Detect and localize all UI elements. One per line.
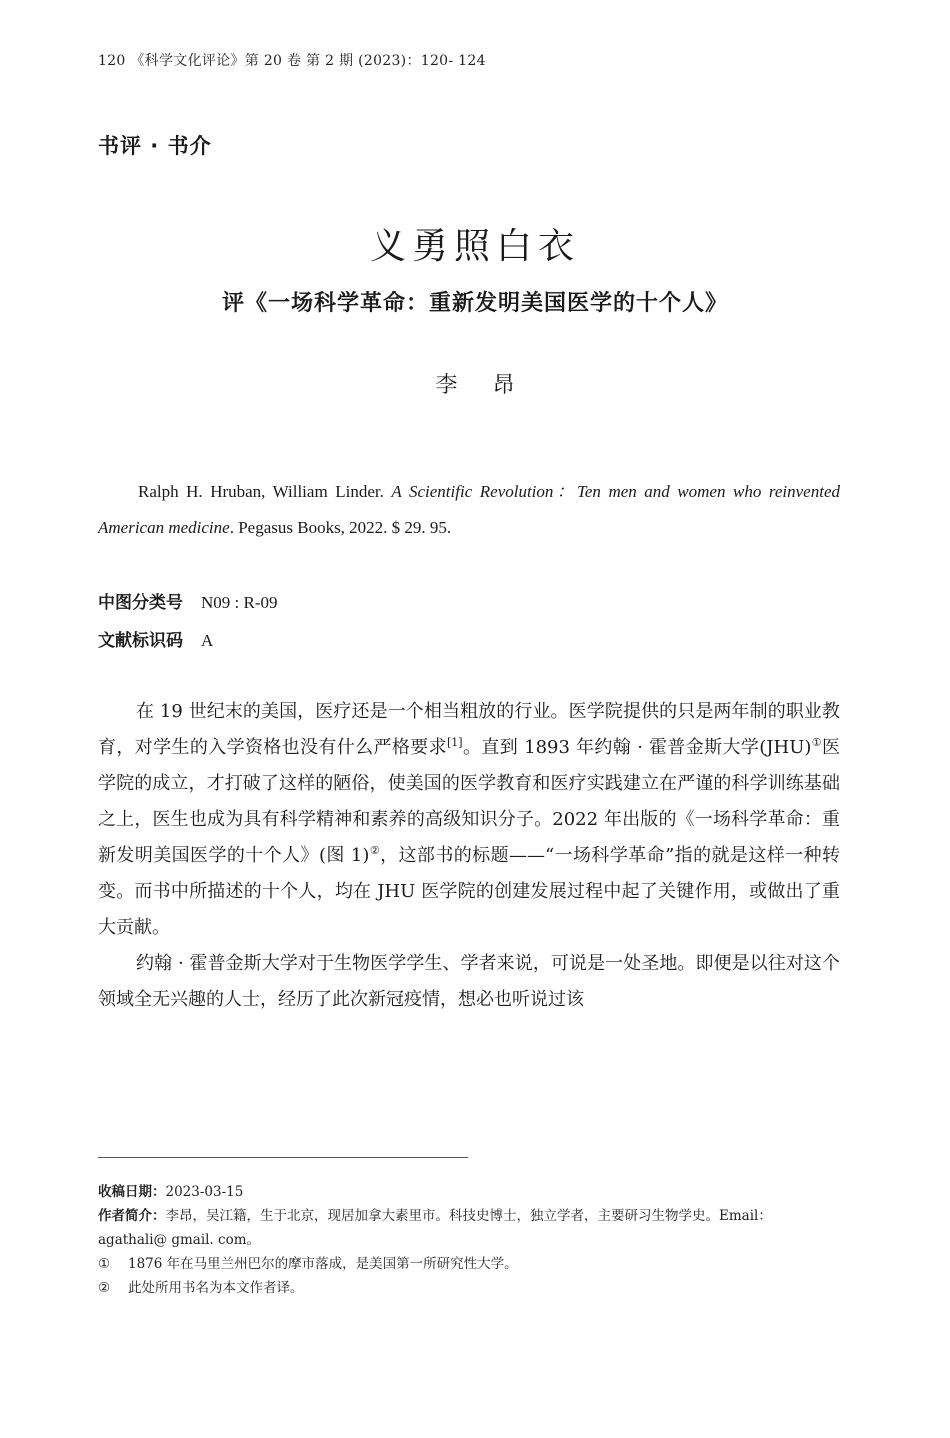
footnote-mark-2: ② [369,844,381,857]
footnote-2: ② 此处所用书名为本文作者译。 [98,1280,304,1296]
document-code [98,626,213,651]
author-name: 李 昂 [435,373,529,398]
author-bio: 作者简介：李昂，吴江籍，生于北京，现居加拿大素里市。科技史博士，独立学者，主要研习生物学史。Email：agathali@ gmail. com。 [98,1208,772,1248]
clc-label: 中图分类号 [98,593,183,613]
reference-publisher: . Pegasus Books, 2022. $ 29. 95. [229,518,452,537]
article-subtitle: 评《一场科学革命：重新发明美国医学的十个人》 [221,290,728,316]
reference-authors: Ralph H. Hruban, William Linder. [138,482,392,501]
article-title: 义勇照白衣 [369,226,580,267]
footnotes [98,1180,840,1300]
footnote-divider [98,1157,468,1158]
citation-ref: [1] [447,736,463,749]
reference-book-title: A Scientific Revolution：Ten men and women who reinvented American medicine [98,482,840,537]
book-reference [98,474,840,546]
footnote-mark-1: ① [811,736,823,749]
footnote-1: ① 1876 年在马里兰州巴尔的摩市落成，是美国第一所研究性大学。 [98,1256,518,1272]
doc-code-value: A [201,631,214,650]
doc-code-label: 文献标识码 [98,631,183,651]
article-body [98,694,840,1018]
clc-value: N09 : R-09 [201,593,278,612]
running-head: 120 《科学文化评论》第 20 卷 第 2 期 (2023)：120- 124 [98,53,486,69]
received-date: 收稿日期：2023-03-15 [98,1184,244,1200]
paragraph-1: 在 19 世纪末的美国，医疗还是一个相当粗放的行业。医学院提供的只是两年制的职业教育，对学生的入学资格也没有什么严格要求[1]。直到 1893 年约翰 · 霍普金斯大学(JHU)①医学院的成立，才打破了这样的陋俗，使美国的医学教育和医疗实践建立在严谨的科学训练基础之上，医生也成为具有科学精神和素养的高级知识分子。2022 年出版的《一场科学革命：重新发明美国医学的十个人》(图 1)②，这部书的标题——“一场科学革命”指的就是这样一种转变。而书中所描述的十个人，均在 JHU 医学院的创建发展过程中起了关键作用，或做出了重大贡献。 [98,701,841,938]
section-label: 书评 · 书介 [98,134,212,158]
clc-number [98,588,278,613]
paragraph-2: 约翰 · 霍普金斯大学对于生物医学学生、学者来说，可说是一处圣地。即便是以往对这个领域全无兴趣的人士，经历了此次新冠疫情，想必也听说过该 [98,953,840,1010]
